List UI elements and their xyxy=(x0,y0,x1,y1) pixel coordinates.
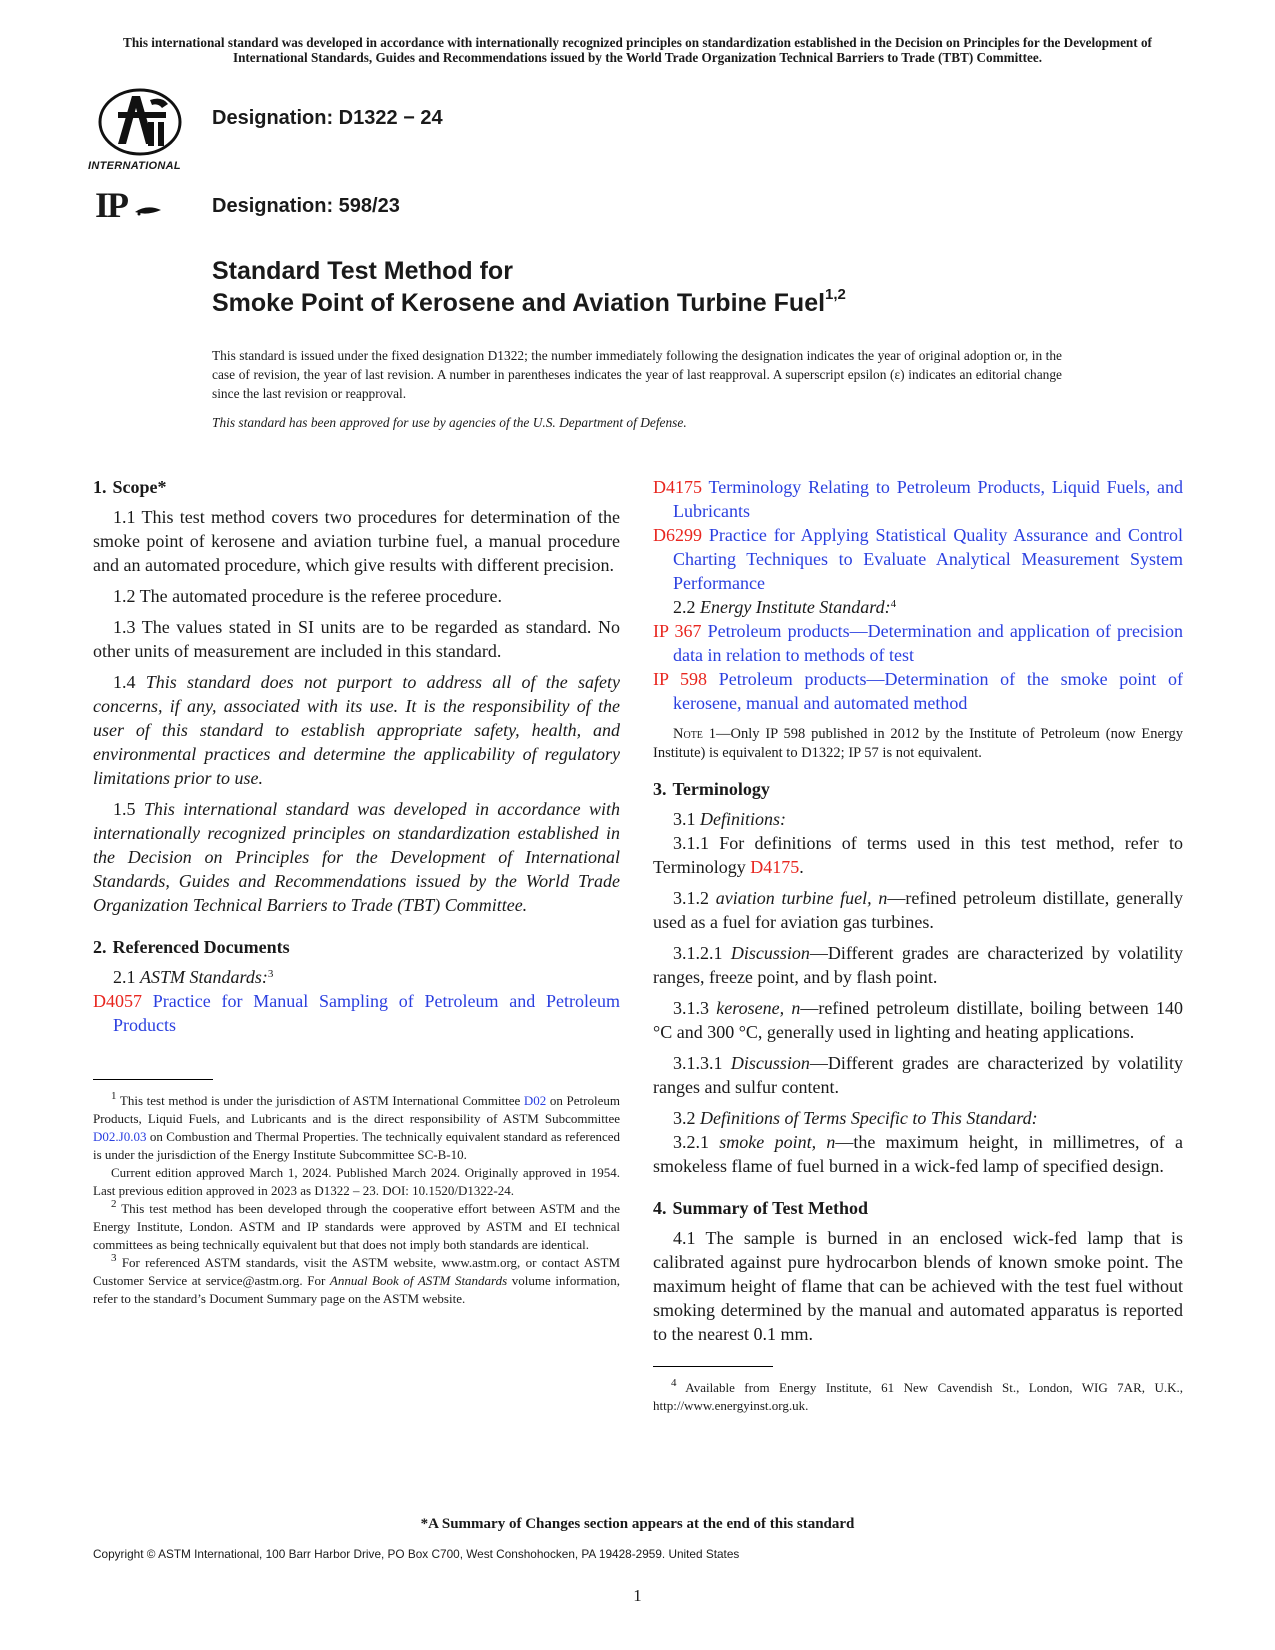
ref-d4175[interactable]: D4175 Terminology Relating to Petroleum Products, Liquid Fuels, and Lubricants xyxy=(653,477,1183,521)
section-2-heading: 2. Referenced Documents xyxy=(93,937,290,957)
ip-flame-icon xyxy=(133,202,163,218)
designation-astm: Designation: D1322 − 24 xyxy=(212,107,443,129)
title-line-2: Smoke Point of Kerosene and Aviation Turbine Fuel$^{1,2}$ xyxy=(212,286,846,317)
section-4-heading: 4. Summary of Test Method xyxy=(653,1198,869,1218)
para-3-1-2-1: 3.1.2.1 Discussion—Different grades are characterized by volatility ranges, freeze point, and by flash point. xyxy=(653,943,1184,987)
astm-international-text: INTERNATIONAL xyxy=(88,160,181,172)
international-standard-notice: This international standard was developed in accordance with internationally recognized principles on standardization established in the Decision on Principles for the Development of International Standards, Guides and Recommendations issued by the World Trade Organization Technical Barriers to Trade (TBT) Committee. xyxy=(123,35,1152,65)
para-1-2: 1.2 The automated procedure is the referee procedure. xyxy=(113,586,502,606)
d4175-link[interactable]: D4175 xyxy=(750,857,800,877)
section-3-heading: 3. Terminology xyxy=(653,779,770,799)
ref-ip-598[interactable]: IP 598 Petroleum products—Determination of the smoke point of kerosene, manual and automated method xyxy=(653,669,1183,713)
footnote-divider xyxy=(93,1079,213,1080)
footnote-1: $^1$ This test method is under the jurisdiction of ASTM International Committee D02 on Petroleum Products, Liquid Fuels, and Lubricants and is the direct responsibility of ASTM Subcommittee D02.J0.03 on Combustion and Thermal Properties. The technically equivalent standard as referenced is under the jurisdiction of the Energy Institute Subcommittee SC-B-10. xyxy=(93,1090,620,1162)
note-1: Note 1—Only IP 598 published in 2012 by the Institute of Petroleum (now Energy Institute) is equivalent to D1322; IP 57 is not equivalent. xyxy=(653,726,1184,761)
ref-d4057[interactable]: D4057 Practice for Manual Sampling of Petroleum and Petroleum Products xyxy=(93,991,620,1035)
astm-logo xyxy=(88,86,193,171)
astm-emblem-icon xyxy=(88,86,193,156)
para-1-5: 1.5 This international standard was developed in accordance with internationally recognized principles on standardization established in the Decision on Principles for the Development of International Standards, Guides and Recommendations issued by the World Trade Organization Technical Barriers to Trade (TBT) Committee. xyxy=(93,799,620,915)
document-title xyxy=(212,255,846,319)
para-1-1: 1.1 This test method covers two procedures for determination of the smoke point of kerosene and aviation turbine fuel, a manual procedure and an automated procedure, which give results with different precision. xyxy=(93,507,620,575)
para-3-1-2: 3.1.2 aviation turbine fuel, n—refined petroleum distillate, generally used as a fuel for aviation gas turbines. xyxy=(653,888,1183,932)
title-line-1: Standard Test Method for xyxy=(212,257,513,285)
issued-under-text: This standard is issued under the fixed designation D1322; the number immediately following the designation indicates the year of original adoption or, in the case of revision, the year of last revision. A number in parentheses indicates the year of last reapproval. A superscript epsilon (ε) indicates an editorial change since the last revision or reapproval. xyxy=(212,348,1062,401)
para-2-2: 2.2 Energy Institute Standard:$^4$ xyxy=(673,597,897,617)
section-1-heading: 1. Scope* xyxy=(93,477,167,497)
footnote-divider-right xyxy=(653,1366,773,1367)
para-2-1: 2.1 ASTM Standards:$^3$ xyxy=(113,967,274,987)
footnote-2: $^2$ This test method has been developed through the cooperative effort between ASTM and the Energy Institute, London. ASTM and IP standards were approved by ASTM and EI technical committees as being technically equivalent but that does not imply both standards are identical. xyxy=(93,1198,620,1252)
ref-ip-367[interactable]: IP 367 Petroleum products—Determination and application of precision data in relation to methods of test xyxy=(653,621,1183,665)
footnote-1-edition: Current edition approved March 1, 2024. Published March 2024. Originally approved in 1954. Last previous edition approved in 2023 as D1322 – 23. DOI: 10.1520/D1322-24. xyxy=(93,1165,620,1198)
para-3-1-3-1: 3.1.3.1 Discussion—Different grades are characterized by volatility ranges and sulfur content. xyxy=(653,1053,1184,1097)
ref-d6299[interactable]: D6299 Practice for Applying Statistical Quality Assurance and Control Charting Techniques to Evaluate Analytical Measurement System Performance xyxy=(653,525,1183,593)
para-3-1: 3.1 Definitions: xyxy=(673,809,786,829)
copyright-line: Copyright © ASTM International, 100 Barr Harbor Drive, PO Box C700, West Conshohocken, PA 19428-2959. United States xyxy=(93,1547,740,1561)
footnote-4: $^4$ Available from Energy Institute, 61 New Cavendish St., London, WIG 7AR, U.K., http://www.energyinst.org.uk. xyxy=(653,1377,1183,1413)
para-1-3: 1.3 The values stated in SI units are to be regarded as standard. No other units of measurement are included in this standard. xyxy=(93,617,620,661)
para-4-1: 4.1 The sample is burned in an enclosed wick-fed lamp that is calibrated against pure hydrocarbon blends of known smoke point. The maximum height of flame that can be achieved with the test fuel without smoking determined by the manual and automated apparatus is reported to the nearest 0.1 mm. xyxy=(653,1228,1183,1344)
d02-link[interactable]: D02 xyxy=(523,1093,547,1108)
ip-logo xyxy=(95,184,165,224)
para-3-1-1: 3.1.1 For definitions of terms used in this test method, refer to Terminology D4175. xyxy=(653,833,1183,877)
right-column xyxy=(653,475,1183,1415)
para-3-2-1: 3.2.1 smoke point, n—the maximum height, in millimetres, of a smokeless flame of fuel burned in a wick-fed lamp of specified design. xyxy=(653,1132,1184,1176)
summary-of-changes-notice: *A Summary of Changes section appears at the end of this standard xyxy=(420,1516,855,1532)
para-1-4: 1.4 This standard does not purport to address all of the safety concerns, if any, associated with its use. It is the responsibility of the user of this standard to establish appropriate safety, health, and environmental practices and determine the applicability of regulatory limitations prior to use. xyxy=(93,672,621,788)
para-3-1-3: 3.1.3 kerosene, n—refined petroleum distillate, boiling between 140 °C and 300 °C, generally used in lighting and heating applications. xyxy=(653,998,1184,1042)
para-3-2: 3.2 Definitions of Terms Specific to This Standard: xyxy=(673,1108,1038,1128)
page-number: 1 xyxy=(633,1586,642,1605)
footnote-3: $^3$ For referenced ASTM standards, visit the ASTM website, www.astm.org, or contact ASTM Customer Service at service@astm.org. For Annual Book of ASTM Standards volume information, refer to the standard’s Document Summary page on the ASTM website. xyxy=(93,1252,621,1306)
left-column xyxy=(93,475,620,1308)
designation-ip: Designation: 598/23 xyxy=(212,195,400,217)
d02-j0-03-link[interactable]: D02.J0.03 xyxy=(93,1129,147,1144)
ip-logo-text: IP xyxy=(95,185,127,225)
title-footnote-ref: 1,2 xyxy=(825,286,846,303)
dod-approval-text: This standard has been approved for use by agencies of the U.S. Department of Defense. xyxy=(212,415,687,430)
